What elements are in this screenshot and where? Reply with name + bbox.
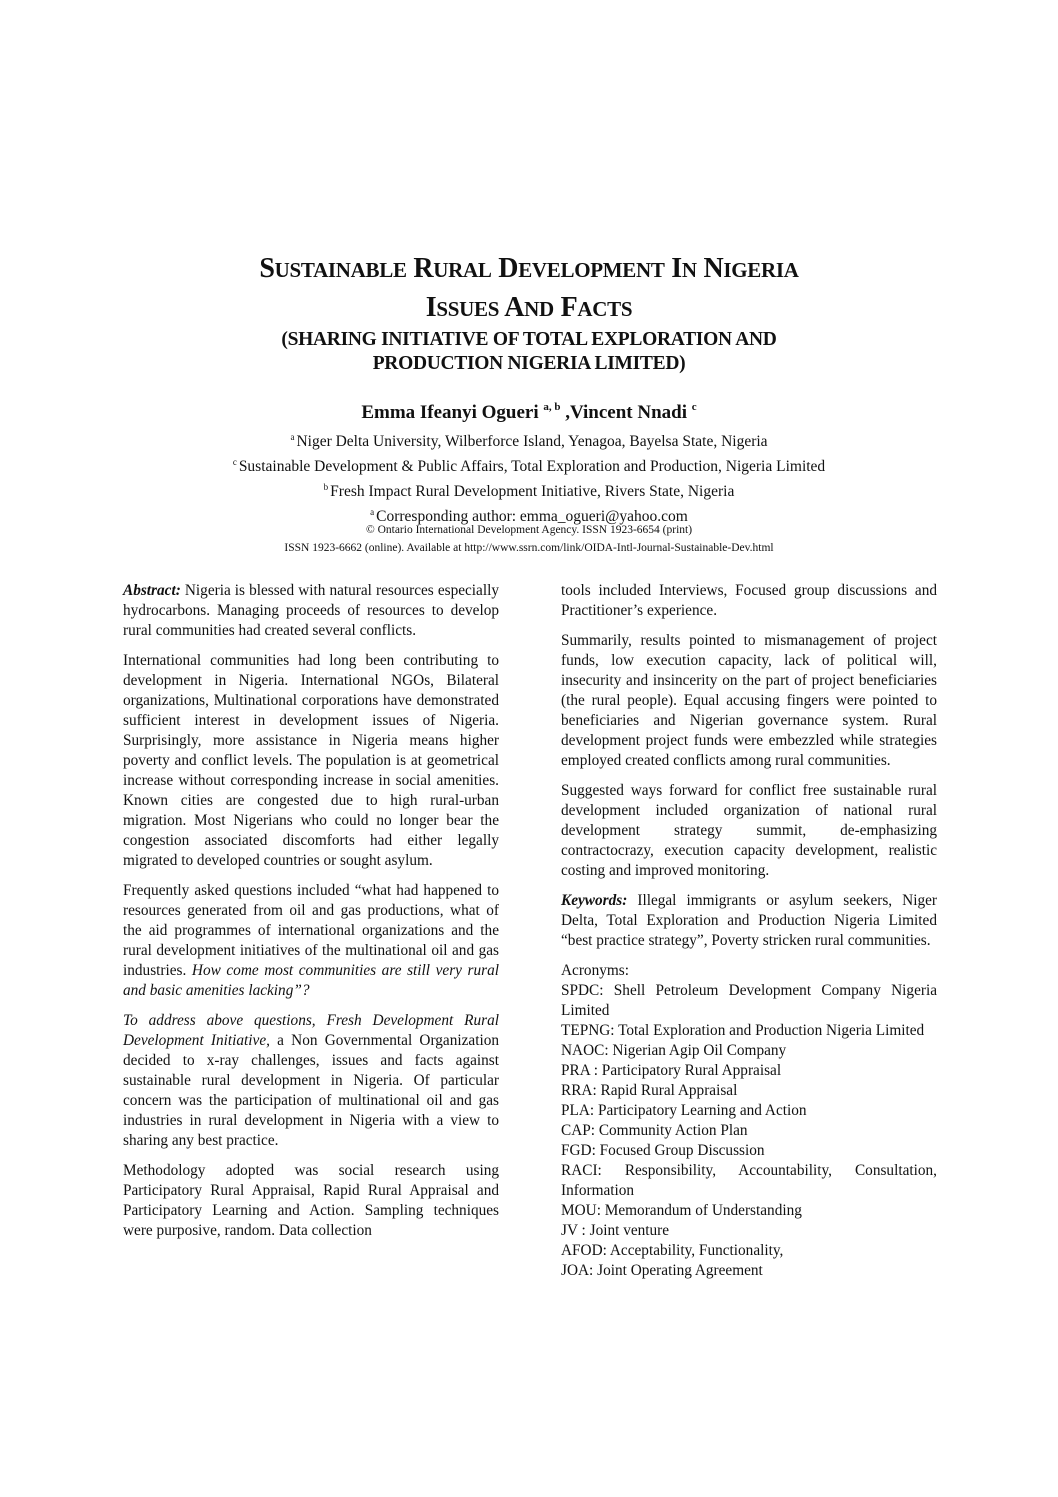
copyright-line: ISSN 1923-6662 (online). Available at http://www.ssrn.com/link/OIDA-Intl-Journal-Sustainable-Dev.html xyxy=(284,542,774,554)
affiliation: $^b$ Fresh Impact Rural Development Initiative, Rivers State, Nigeria xyxy=(323,482,735,500)
author-block xyxy=(120,393,938,527)
keywords-label: Keywords: xyxy=(561,892,628,909)
acronym-item: CAP: Community Action Plan xyxy=(561,1122,748,1139)
author-name: Vincent Nnadi xyxy=(570,402,688,423)
right-column xyxy=(561,581,937,1281)
title-word: SUSTAINABLE xyxy=(259,253,407,284)
abstract-label: Abstract: xyxy=(123,582,181,599)
copyright-notice xyxy=(120,521,938,557)
author-superscript: a, b xyxy=(543,401,561,413)
title-block xyxy=(120,250,938,376)
left-column xyxy=(123,581,499,1251)
body-paragraph: International communities had long been contributing to development in Nigeria. International NGOs, Bilateral organizations, Multinational corporations have demonstrated sufficient interest in development issues of Nigeria. Surprisingly, more assistance in Nigeria means higher poverty and conflict levels. The population is at geometrical increase without corresponding increase in social amenities. Known cities are congested due to high rural-urban migration. Most Nigerians who could no longer bear the congestion associated discomforts had either legally migrated to developed countries or sought asylum. xyxy=(123,652,499,869)
body-paragraph: Methodology adopted was social research using Participatory Rural Appraisal, Rapid Rural Appraisal and Participatory Learning and Action. Sampling techniques were purposive, random. Data collection xyxy=(123,1162,499,1239)
body-paragraph: tools included Interviews, Focused group discussions and Practitioner’s experience. xyxy=(561,582,937,619)
subtitle-line-2: PRODUCTION NIGERIA LIMITED) xyxy=(372,353,686,374)
acronym-item: RRA: Rapid Rural Appraisal xyxy=(561,1082,738,1099)
affiliation: $^c$ Sustainable Development & Public Affairs, Total Exploration and Production, Nigeria Limited xyxy=(232,457,826,475)
title-word: FACTS xyxy=(560,292,633,323)
abstract-paragraph: Abstract: Nigeria is blessed with natural resources especially hydrocarbons. Managing proceeds of resources to develop rural communities had created several conflicts. xyxy=(123,582,499,639)
copyright-line: © Ontario International Development Agency. ISSN 1923-6654 (print) xyxy=(365,524,693,536)
acronym-item: JOA: Joint Operating Agreement xyxy=(561,1262,763,1279)
title-word: RURAL xyxy=(413,253,492,284)
acronym-item: TEPNG: Total Exploration and Production Nigeria Limited xyxy=(561,1022,925,1039)
acronym-item: PRA : Participatory Rural Appraisal xyxy=(561,1062,782,1079)
acronyms-list xyxy=(561,961,937,1281)
acronym-item: MOU: Memorandum of Understanding xyxy=(561,1202,802,1219)
body-paragraph: Frequently asked questions included “what had happened to resources generated from oil and gas productions, what of the aid programmes of international organizations and the rural development initiatives of the multinational oil and gas industries. How come most communities are still very rural and basic amenities lacking”? xyxy=(123,882,499,999)
acronym-item: JV : Joint venture xyxy=(561,1222,670,1239)
affiliation: $^a$ Niger Delta University, Wilberforce Island, Yenagoa, Bayelsa State, Nigeria xyxy=(290,432,768,450)
author-superscript: c xyxy=(691,401,697,413)
title-word: DEVELOPMENT xyxy=(498,253,665,284)
title-word: AND xyxy=(504,292,554,323)
keywords-paragraph: Keywords: Illegal immigrants or asylum seekers, Niger Delta, Total Exploration and Production Nigeria Limited “best practice strategy”, Poverty stricken rural communities. xyxy=(561,892,937,949)
title-line-1 xyxy=(120,250,938,289)
acronym-item: NAOC: Nigerian Agip Oil Company xyxy=(561,1042,787,1059)
acronym-item: RACI: Responsibility, Accountability, Consultation, Information xyxy=(561,1162,937,1199)
acronym-item: AFOD: Acceptability, Functionality, xyxy=(561,1242,784,1259)
acronym-item: SPDC: Shell Petroleum Development Company Nigeria Limited xyxy=(561,982,937,1019)
body-paragraph: To address above questions, Fresh Development Rural Development Initiative, a Non Governmental Organization decided to x-ray challenges, issues and facts against sustainable rural development in Nigeria. Of particular concern was the participation of multinational oil and gas industries in rural development in Nigeria with a view to sharing any best practice. xyxy=(123,1012,499,1149)
acronym-item: PLA: Participatory Learning and Action xyxy=(561,1102,807,1119)
corresponding-author: $^a$ Corresponding author: emma_ogueri@yahoo.com xyxy=(370,507,688,525)
title-word: ISSUES xyxy=(425,292,500,323)
subtitle-line-1: (SHARING INITIATIVE OF TOTAL EXPLORATION AND xyxy=(281,329,777,350)
author-name: Emma Ifeanyi Ogueri xyxy=(361,402,539,423)
author-separator: , xyxy=(560,402,571,423)
title-line-2 xyxy=(120,289,938,328)
title-word: IN xyxy=(671,253,697,284)
acronym-item: FGD: Focused Group Discussion xyxy=(561,1142,765,1159)
acronyms-heading: Acronyms: xyxy=(561,962,629,979)
body-paragraph: Suggested ways forward for conflict free sustainable rural development included organization of national rural development strategy summit, de-emphasizing contractocrazy, execution capacity development, realistic costing and improved monitoring. xyxy=(561,782,937,879)
title-word: NIGERIA xyxy=(703,253,799,284)
body-paragraph: Summarily, results pointed to mismanagement of project funds, low execution capacity, lack of political will, insecurity and insincerity on the part of project beneficiaries (the rural people). Equal accusing fingers were pointed to beneficiaries and Nigerian governance system. Rural development project funds were embezzled while strategies employed created conflicts among rural communities. xyxy=(561,632,937,769)
author-line xyxy=(120,393,938,427)
